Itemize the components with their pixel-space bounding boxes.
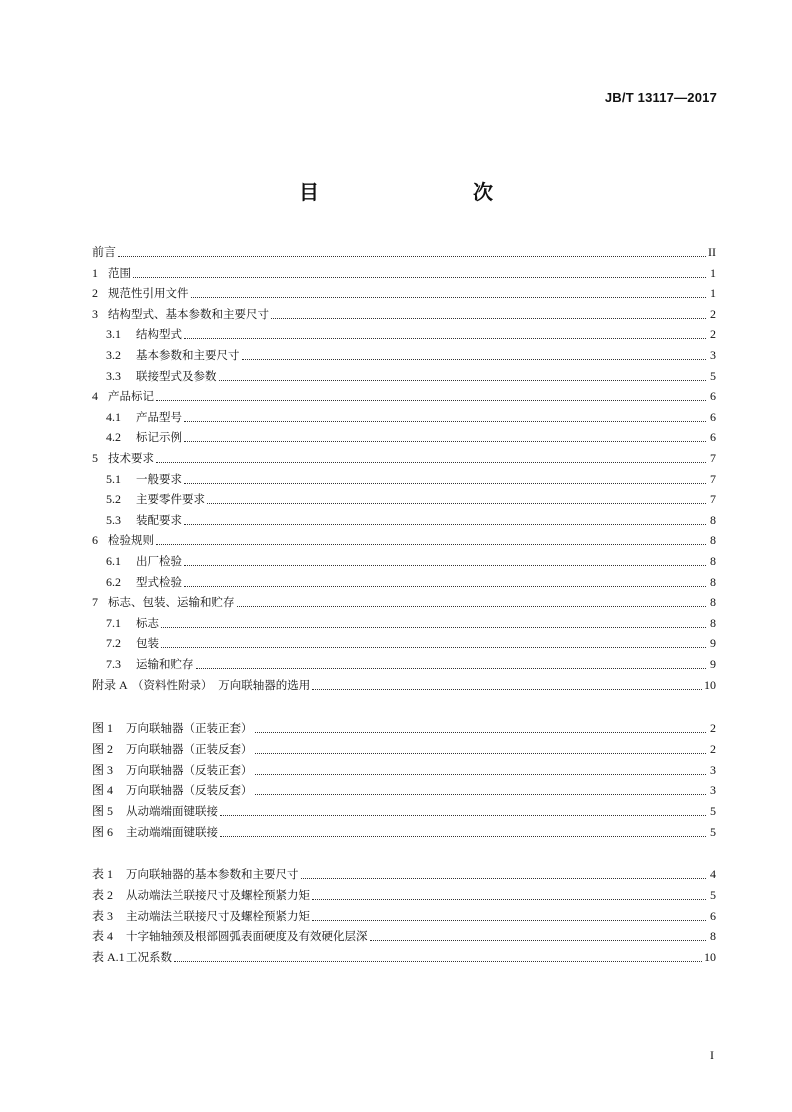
toc-entry-page: 2: [710, 741, 716, 756]
toc-entry-number: 7.2: [106, 636, 121, 651]
toc-entry-page: 9: [710, 636, 716, 651]
toc-entry-page: 10: [704, 677, 716, 692]
toc-entry-number: 6.1: [106, 554, 121, 568]
toc-entry-page: 1: [710, 265, 716, 280]
toc-entry-number: 表 2: [92, 887, 114, 902]
toc-entry-label: 万向联轴器（正装正套）: [126, 721, 253, 735]
toc-entry-number: 4.1: [106, 409, 121, 424]
toc-entry-page: 8: [710, 512, 716, 527]
toc-leader-dots: [220, 835, 706, 837]
toc-entry-label: 标志: [136, 615, 159, 630]
toc-entry-page: 7: [710, 451, 716, 465]
toc-entry[interactable]: [92, 285, 716, 301]
toc-entry-number: 3.2: [106, 348, 121, 362]
toc-entry-page: 8: [710, 615, 716, 630]
toc-entry-page: 6: [710, 409, 716, 424]
toc-entry-label: 万向联轴器（反装反套）: [126, 783, 253, 798]
toc-leader-dots: [255, 752, 707, 754]
toc-entry[interactable]: [92, 553, 716, 569]
toc-entry-label: 联接型式及参数: [136, 368, 217, 383]
toc-entry-page: 5: [710, 368, 716, 383]
toc-entry[interactable]: [92, 887, 716, 903]
toc-entry-label: 万向联轴器（正装反套）: [126, 741, 253, 756]
toc-leader-dots: [191, 296, 707, 298]
toc-entry[interactable]: [92, 326, 716, 342]
toc-leader-dots: [174, 960, 702, 962]
toc-entry-number: 图 2: [92, 741, 114, 756]
toc-entry-page: 10: [704, 950, 716, 965]
toc-leader-dots: [237, 605, 707, 607]
toc-leader-dots: [271, 317, 706, 319]
toc-entry-label: 主动端端面键联接: [126, 825, 218, 839]
page-number: I: [710, 1048, 714, 1062]
toc-entry-page: 5: [710, 825, 716, 839]
toc-entry[interactable]: [92, 409, 716, 425]
toc-entry-label: 主要零件要求: [136, 492, 205, 507]
toc-leader-dots: [255, 793, 707, 795]
toc-entry-number: 3: [92, 306, 98, 321]
toc-entry-page: 6: [710, 430, 716, 445]
toc-entry[interactable]: [92, 306, 716, 322]
toc-entry-number: 图 1: [92, 721, 114, 735]
toc-entry-page: 8: [710, 533, 716, 548]
toc-entry[interactable]: [92, 512, 716, 528]
toc-entry-number: 7: [92, 595, 98, 610]
toc-leader-dots: [184, 420, 706, 422]
toc-entry[interactable]: [92, 635, 716, 651]
toc-leader-dots: [370, 939, 707, 941]
toc-entry[interactable]: [92, 908, 716, 924]
toc-entry-page: 6: [710, 389, 716, 404]
toc-entry[interactable]: [92, 471, 716, 487]
toc-entry-number: 图 4: [92, 783, 114, 798]
toc-leader-dots: [220, 814, 706, 816]
standard-code: JB/T 13117—2017: [604, 90, 717, 105]
toc-entry[interactable]: [92, 824, 716, 840]
toc-entry-number: 5.2: [106, 492, 121, 507]
toc-entry[interactable]: [92, 677, 716, 693]
toc-entry[interactable]: [92, 949, 716, 965]
toc-entry-label: 从动端法兰联接尺寸及螺栓预紧力矩: [126, 887, 310, 902]
toc-entry-page: 8: [710, 929, 716, 944]
toc-entry-label: 工况系数: [126, 950, 172, 965]
toc-leader-dots: [255, 773, 707, 775]
toc-entry-page: 1: [710, 286, 716, 301]
toc-entry-number: 图 5: [92, 804, 114, 819]
toc-entry-number: 图 6: [92, 825, 114, 839]
toc-entry-page: 5: [710, 804, 716, 819]
toc-entry-label: 十字轴轴颈及根部圆弧表面硬度及有效硬化层深: [126, 929, 368, 944]
toc-entry-label: 范围: [108, 265, 131, 280]
toc-entry-page: 3: [710, 762, 716, 777]
toc-entry[interactable]: [92, 388, 716, 404]
toc-leader-dots: [196, 667, 707, 669]
toc-leader-dots: [242, 358, 707, 360]
toc-entry-number: 图 3: [92, 762, 114, 777]
toc-entry[interactable]: [92, 450, 716, 466]
toc-entry-page: 8: [710, 574, 716, 589]
toc-entry-page: 2: [710, 306, 716, 321]
toc-leader-dots: [184, 523, 706, 525]
toc-entry-number: 3.1: [106, 327, 121, 342]
toc-leader-dots: [312, 919, 706, 921]
toc-entry[interactable]: [92, 368, 716, 384]
toc-entry-label: 万向联轴器的基本参数和主要尺寸: [126, 867, 299, 881]
toc-leader-dots: [219, 379, 707, 381]
page-title: 目 次: [299, 180, 531, 204]
toc-entry-number: 前言: [92, 245, 117, 259]
toc-entry-page: 7: [710, 492, 716, 507]
toc-entry-page: 8: [710, 554, 716, 568]
toc-leader-dots: [156, 461, 706, 463]
toc-leader-dots: [207, 502, 706, 504]
toc-entry-page: II: [708, 245, 716, 259]
toc-leader-dots: [161, 646, 706, 648]
toc-entry-number: 1: [92, 265, 98, 280]
toc-entry[interactable]: [92, 574, 716, 590]
toc-leader-dots: [312, 898, 706, 900]
toc-leader-dots: [161, 626, 706, 628]
toc-entry-page: 8: [710, 595, 716, 610]
toc-entry-page: 5: [710, 887, 716, 902]
toc-entry-label: 检验规则: [108, 533, 154, 548]
toc-entry-page: 4: [710, 867, 716, 881]
toc-entry-number: 表 3: [92, 908, 114, 923]
toc-entry-number: 4.2: [106, 430, 121, 445]
toc-entry[interactable]: [92, 347, 716, 363]
toc-entry-number: 5: [92, 451, 98, 465]
toc-leader-dots: [184, 440, 706, 442]
toc-entry-number: 表 A.1: [92, 950, 125, 965]
toc-entry-number: 附录 A: [92, 677, 128, 692]
toc-entry-label: 技术要求: [108, 451, 154, 465]
toc-entry-label: 出厂检验: [136, 554, 182, 568]
toc-leader-dots: [118, 255, 706, 257]
toc-entry-label: 运输和贮存: [136, 657, 194, 671]
toc-leader-dots: [255, 731, 707, 733]
toc-entry-number: 表 1: [92, 867, 114, 881]
toc-entry-label: 一般要求: [136, 471, 182, 486]
toc-entry-number: 5.3: [106, 512, 121, 527]
toc-leader-dots: [133, 276, 706, 278]
toc-entry-label: 主动端法兰联接尺寸及螺栓预紧力矩: [126, 908, 310, 923]
toc-entry[interactable]: [92, 656, 716, 672]
toc-leader-dots: [184, 482, 706, 484]
toc-leader-dots: [184, 585, 706, 587]
toc-leader-dots: [312, 688, 702, 690]
toc-entry[interactable]: [92, 782, 716, 798]
toc-entry[interactable]: [92, 491, 716, 507]
toc-entry-label: 装配要求: [136, 512, 182, 527]
toc-entry[interactable]: [92, 244, 716, 260]
toc-leader-dots: [301, 877, 707, 879]
toc-leader-dots: [184, 564, 706, 566]
toc-entry-label: 标记示例: [136, 430, 182, 445]
toc-entry-page: 2: [710, 721, 716, 735]
toc-entry-label: 结构型式、基本参数和主要尺寸: [108, 306, 269, 321]
toc-entry-label: 包装: [136, 636, 159, 651]
toc-entry[interactable]: [92, 741, 716, 757]
toc-entry-page: 7: [710, 471, 716, 486]
toc-entry-number: 2: [92, 286, 98, 301]
toc-entry-label: 标志、包装、运输和贮存: [108, 595, 235, 610]
toc-entry-label: 产品标记: [108, 389, 154, 404]
toc-entry[interactable]: [92, 265, 716, 281]
toc-entry-number: 7.3: [106, 657, 121, 671]
toc-entry-number: 6.2: [106, 574, 121, 589]
toc-entry-label: 规范性引用文件: [108, 286, 189, 301]
toc-leader-dots: [156, 399, 706, 401]
toc-entry-label: 产品型号: [136, 409, 182, 424]
toc-leader-dots: [156, 543, 706, 545]
toc-entry[interactable]: [92, 720, 716, 736]
toc-entry[interactable]: [92, 866, 716, 882]
toc-entry-label: （资料性附录） 万向联轴器的选用: [132, 677, 311, 692]
toc-entry-page: 2: [710, 327, 716, 342]
toc-entry-label: 万向联轴器（反装正套）: [126, 762, 253, 777]
toc-entry-label: 基本参数和主要尺寸: [136, 348, 240, 362]
toc-entry[interactable]: [92, 762, 716, 778]
toc-entry-label: 结构型式: [136, 327, 182, 342]
toc-entry-number: 5.1: [106, 471, 121, 486]
toc-entry[interactable]: [92, 429, 716, 445]
toc-entry-page: 3: [710, 348, 716, 362]
toc-entry-page: 3: [710, 783, 716, 798]
toc-entry-page: 6: [710, 908, 716, 923]
toc-entry-number: 4: [92, 389, 98, 404]
toc-entry-number: 7.1: [106, 615, 121, 630]
toc-leader-dots: [184, 337, 706, 339]
toc-entry-label: 从动端端面键联接: [126, 804, 218, 819]
toc-entry[interactable]: [92, 594, 716, 610]
toc-entry-number: 表 4: [92, 929, 114, 944]
toc-entry[interactable]: [92, 803, 716, 819]
toc-entry-page: 9: [710, 657, 716, 671]
toc-entry-label: 型式检验: [136, 574, 182, 589]
toc-entry-number: 6: [92, 533, 98, 548]
toc-entry[interactable]: [92, 532, 716, 548]
toc-entry[interactable]: [92, 928, 716, 944]
toc-entry-number: 3.3: [106, 368, 121, 383]
toc-entry[interactable]: [92, 615, 716, 631]
